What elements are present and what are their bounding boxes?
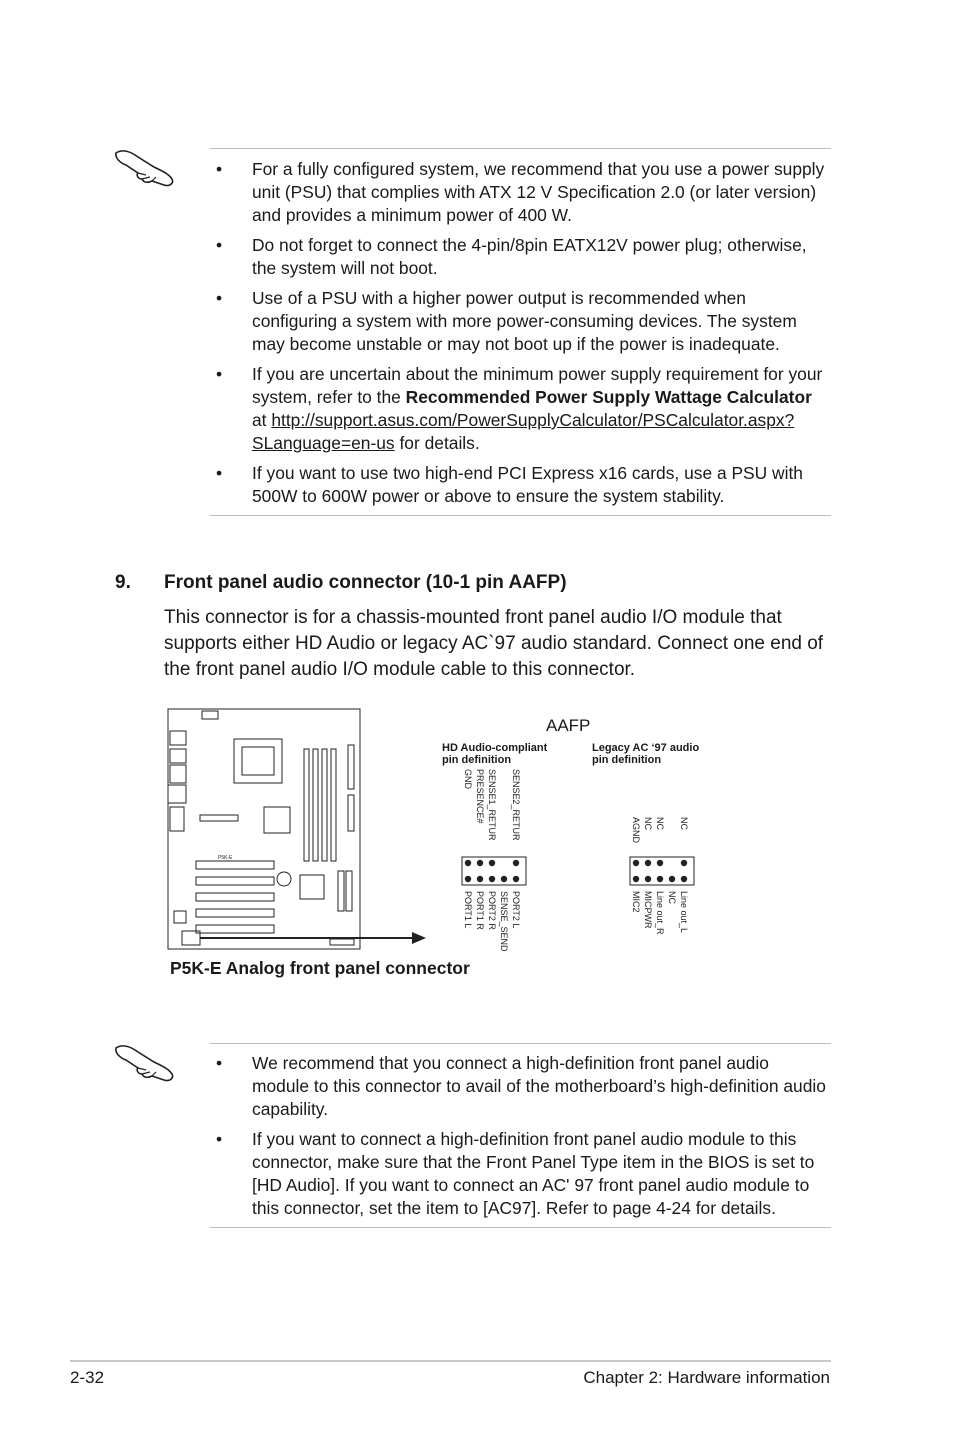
connector-pin [465,860,471,866]
pin-label: PRESENCE# [475,769,485,824]
note1-item: • If you are uncertain about the minimum power supply requirement for your system, refer to the Recommended Power Supply Wattage Calculator at http://support.asus.com/PowerSupplyCalculator/PSCalculator.aspx?SLanguage=en-us for details. [216,364,823,453]
note1-list [214,158,826,515]
connector-pin [681,860,687,866]
connector-pin [513,876,519,882]
chapter-title: Chapter 2: Hardware information [583,1368,830,1387]
connector-pin [657,860,663,866]
pin-label: SENSE1_RETUR [487,769,497,841]
board-label: P5K-E [218,855,233,861]
note1-item: • If you want to use two high-end PCI Express x16 cards, use a PSU with 500W to 600W power or above to ensure the system stability. [216,463,803,506]
note2-list [214,1052,826,1227]
connector-pin [645,876,651,882]
note1-bottom-rule [210,515,831,516]
psu-calculator-link[interactable]: http://support.asus.com/PowerSupplyCalculator/PSCalculator.aspx?SLanguage=en-us [252,410,795,453]
pin-label: GND [463,769,473,789]
pin-label: PORT1 R [475,891,485,930]
connector-pin [477,876,483,882]
section-body: This connector is for a chassis-mounted front panel audio I/O module that supports either HD Audio or legacy AC`97 audio standard. Connect one end of the front panel audio I/O module cable to this connector. [164,607,824,680]
pin-label: AGND [631,817,641,844]
connector-pin [477,860,483,866]
connector-pin [489,876,495,882]
pin-label: PORT2 L [511,891,521,929]
section-number: 9. [115,572,131,593]
pin-label: NC [667,891,677,904]
note2-top-rule [210,1043,831,1044]
note1-item: • For a fully configured system, we recommend that you use a power supply unit (PSU) that complies with ATX 12 V Specification 2.0 (or later version) and provides a minimum power of 400 W. [216,159,825,225]
pin-label: MIC2 [631,891,641,913]
connector-pin [465,876,471,882]
legacy-group-label: Legacy AC ‘97 audio pin definition [592,742,700,766]
pointing-hand-icon [112,1038,176,1086]
connector-pin [633,860,639,866]
connector-pin [633,876,639,882]
pin-label: NC [655,817,665,830]
pin-label: MICPWR [643,891,653,929]
connector-pin [669,876,675,882]
pin-label: Line out_R [655,891,665,935]
pin-label: PORT1 L [463,891,473,929]
note1-top-rule [210,148,831,149]
pin-label: PORT2 R [487,891,497,930]
connector-title: AAFP [546,716,591,735]
note2-bottom-rule [210,1227,831,1228]
diagram-caption: P5K-E Analog front panel connector [170,958,470,978]
pin-label: SENSE2_RETUR [511,769,521,841]
connector-pins [465,860,687,882]
page-number: 2-32 [70,1368,105,1387]
pin-label: NC [679,817,689,830]
connector-pin [645,860,651,866]
arrow-head-icon [412,932,426,944]
hd-group-label: HD Audio-compliant pin definition [442,742,548,766]
pin-label: SENSE_SEND [499,891,509,952]
connector-pin [657,876,663,882]
connector-pin [489,860,495,866]
section-title: Front panel audio connector (10-1 pin AAFP) [164,572,567,593]
pointing-hand-icon [112,143,176,191]
pin-labels [463,769,689,952]
pin-label: NC [643,817,653,830]
footer-rule [70,1360,831,1362]
connector-pin [501,876,507,882]
connector-pin [513,860,519,866]
note1-item: • Use of a PSU with a higher power output is recommended when configuring a system with more power-consuming devices. The system may become unstable or may not boot up if the power is inadequate. [216,288,797,354]
note1-item: • Do not forget to connect the 4-pin/8pin EATX12V power plug; otherwise, the system will not boot. [216,235,807,278]
motherboard-outline [168,709,360,949]
note2-item: • If you want to connect a high-definition front panel audio module to this connector, make sure that the Front Panel Type item in the BIOS is set to [HD Audio]. If you want to connect an AC' 97 front panel audio module to this connector, set the item to [AC97]. Refer to page 4-24 for details. [216,1129,815,1218]
note2-item: • We recommend that you connect a high-definition front panel audio module to this connector to avail of the motherboard’s high-definition audio capability. [216,1053,826,1119]
connector-pin [681,876,687,882]
pin-label: Line out_L [679,891,689,934]
